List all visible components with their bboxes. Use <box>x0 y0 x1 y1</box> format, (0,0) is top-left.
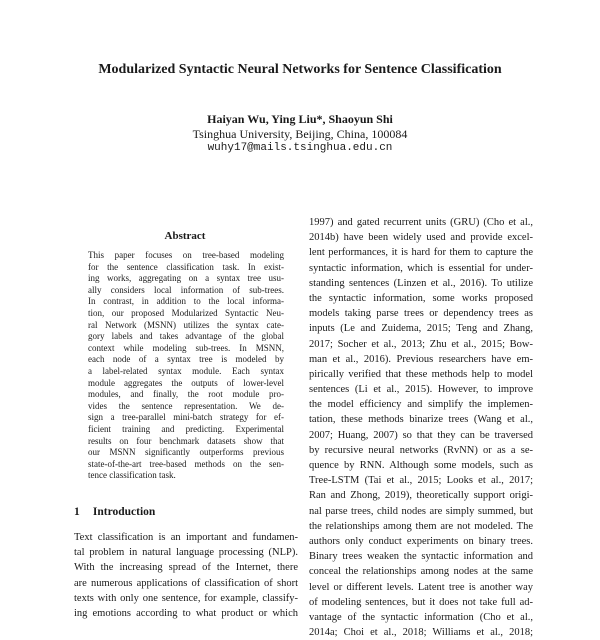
text-line: by recursive neural networks (RvNN) or as a se- <box>309 444 533 456</box>
text-line: syntactic information, which is essential for under- <box>309 262 533 274</box>
text-line: texts with only one sentence, for example, classify- <box>74 592 298 604</box>
text-line: In contrast, in addition to the local informa- <box>88 296 284 307</box>
text-line: man et al., 2016). Previous researchers have em- <box>309 353 533 365</box>
text-line: quence by RNN. Although some models, such as <box>309 460 533 471</box>
text-line: 2017; Socher et al., 2013; Zhu et al., 2015; Bow- <box>309 338 533 350</box>
text-line: Tree-LSTM (Tai et al., 2015; Looks et al., 2017; <box>309 475 533 487</box>
text-line: models taking parse trees or dependency trees as <box>309 308 533 320</box>
text-line: nal parse trees, child nodes are simply summed, but <box>309 505 533 517</box>
text-line: of modeling sentences, but it does not take full ad- <box>309 596 533 608</box>
text-line: pirically verified that these methods help to model <box>309 368 533 380</box>
text-line: a label-related syntax module. Each syntax <box>88 365 284 376</box>
text-line: tence classification task. <box>88 470 176 481</box>
text-line: sentences (Li et al., 2015). However, to improve <box>309 384 533 396</box>
text-line: This paper focuses on tree-based modeling <box>88 250 284 260</box>
text-line: ficient training and predicting. Experimental <box>88 423 284 434</box>
text-line: gory labels and takes advantage of the global <box>88 331 284 342</box>
text-line: tion, our proposed Modularized Syntactic Neu- <box>88 307 284 318</box>
text-line: vides the sentence representation. We de- <box>88 400 284 411</box>
text-line: 2014b) have been widely used and provide excel- <box>309 232 533 244</box>
text-line: With the increasing spread of the Internet, there <box>74 562 298 574</box>
text-line: level or different levels. Latent tree is another way <box>309 581 533 593</box>
text-line: 2007; Huang, 2007) so that they can be traversed <box>309 429 533 441</box>
text-line: state-of-the-art tree-based methods on the sen- <box>88 458 284 469</box>
abstract-heading: Abstract <box>164 230 206 242</box>
right-column-body <box>309 215 533 640</box>
text-line: each node of a syntax tree is modeled by <box>88 354 284 365</box>
text-line: Text classification is an important and fundamen- <box>74 532 298 543</box>
text-line: tal problem in natural language processing (NLP). <box>74 547 298 559</box>
paper-authors: Haiyan Wu, Ying Liu*, Shaoyun Shi <box>207 112 393 126</box>
text-line: modules, and finally, the root module pro- <box>88 389 284 400</box>
text-line: ally considers local information of sub-trees. <box>88 284 284 295</box>
text-line: 1997) and gated recurrent units (GRU) (Cho et al., <box>309 217 533 228</box>
paper-title: Modularized Syntactic Neural Networks for Sentence Classification <box>98 62 502 77</box>
text-line: conceal the relationships among nodes at the same <box>309 566 533 578</box>
intro-body <box>74 530 298 621</box>
text-line: standing sentences (Linzen et al., 2016). To utilize <box>309 277 533 289</box>
text-line: the relationships among them are not modeled. The <box>309 520 533 532</box>
text-line: are numerous applications of classification of short <box>74 577 298 589</box>
text-line: ing works, aggregating on a syntax tree usu- <box>88 273 284 284</box>
section-title: Introduction <box>92 506 156 518</box>
text-line: the model efficiency and simplify the implemen- <box>309 399 533 411</box>
text-line: lent performances, it is hard for them to capture the <box>309 247 533 259</box>
text-line: the syntactic information, some works proposed <box>309 292 533 304</box>
text-line: for the sentence classification task. In exist- <box>88 261 284 272</box>
text-line: module aggregates the outputs of lower-level <box>88 377 284 388</box>
section-heading <box>74 506 155 518</box>
text-line: Ran and Zhong, 2019), theoretically support origi- <box>309 490 533 502</box>
text-line: tation, these methods binarize trees (Wang et al., <box>309 414 533 426</box>
text-line: our MSNN significantly outperforms previous <box>88 447 284 458</box>
text-line: inputs (Le and Zuidema, 2015; Teng and Zhang, <box>309 323 533 335</box>
text-line: sign a tree-parallel mini-batch strategy for ef- <box>88 412 284 423</box>
abstract-body <box>88 250 284 482</box>
text-line: ral Network (MSNN) utilizes the syntax cate- <box>88 319 284 330</box>
paper-email: wuhy17@mails.tsinghua.edu.cn <box>207 142 393 154</box>
text-line: 2014a; Choi et al., 2018; Williams et al., 2018; <box>309 627 533 639</box>
text-line: vantage of the syntactic information (Cho et al., <box>309 611 533 623</box>
text-line: context while modeling sub-trees. In MSNN, <box>88 342 284 353</box>
text-line: authors only conduct experiments on binary trees. <box>309 535 533 547</box>
text-line: results on four benchmark datasets show that <box>88 435 284 446</box>
section-number: 1 <box>74 506 80 518</box>
text-line: Binary trees weaken the syntactic information and <box>309 551 533 563</box>
paper-affiliation: Tsinghua University, Beijing, China, 100084 <box>192 127 408 141</box>
text-line: ing emotions according to what product or which <box>74 607 298 619</box>
